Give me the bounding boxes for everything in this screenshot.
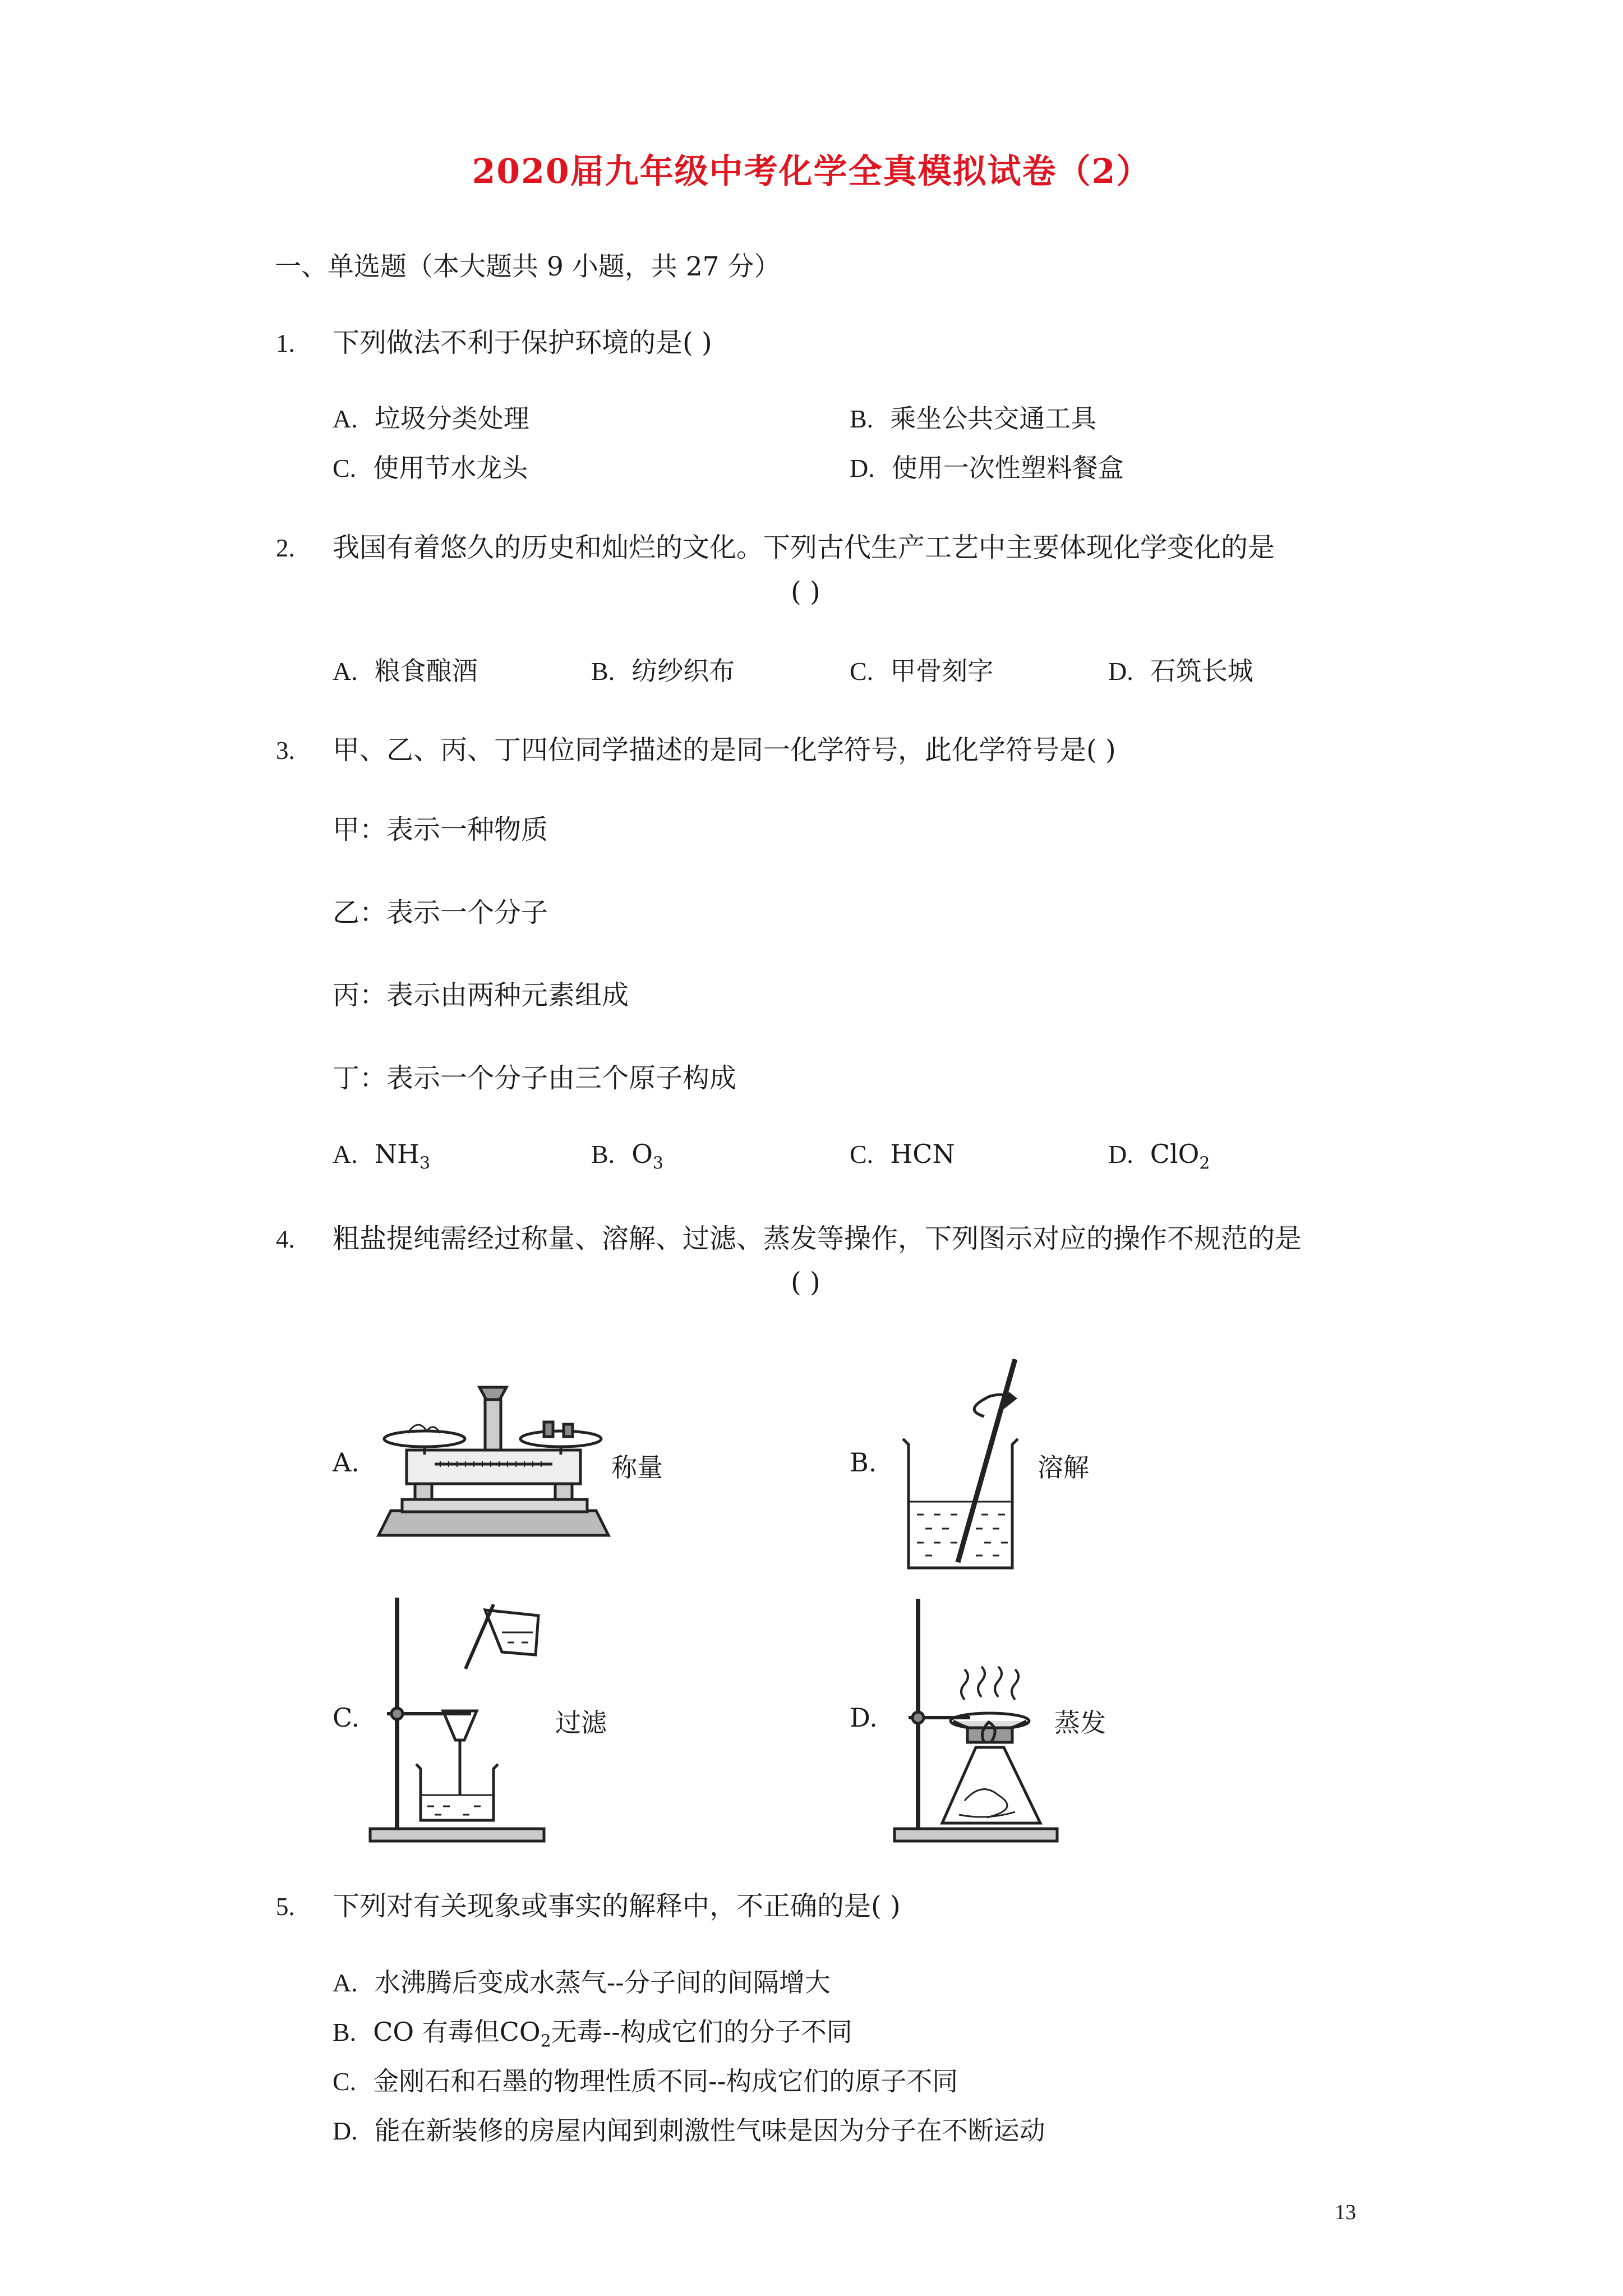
option-c-label: C.: [333, 1703, 360, 1733]
option-a: [333, 651, 478, 688]
option-label: A.: [333, 1140, 358, 1168]
statement-line: 丁：表示一个分子由三个原子构成: [333, 1062, 737, 1094]
question-number: 5.: [276, 1893, 295, 1921]
question-number: 4.: [276, 1225, 295, 1253]
option-text: 粮食酿酒: [374, 656, 478, 686]
option-label: C.: [850, 657, 874, 685]
question-number: 2.: [276, 534, 295, 562]
option-b: [591, 651, 735, 688]
formula-subscript: 2: [540, 2031, 551, 2051]
option-a-caption: 称量: [611, 1452, 663, 1483]
formula: HCN: [890, 1139, 955, 1169]
question-number: 3.: [276, 737, 295, 765]
option-text: 乘坐公共交通工具: [890, 403, 1097, 434]
filtration-setup-icon: [365, 1593, 561, 1846]
option-c: [333, 448, 528, 485]
option-c: [850, 651, 993, 688]
formula-subscript: 3: [652, 1153, 663, 1174]
formula-subscript: 3: [419, 1153, 431, 1174]
option-label: D.: [850, 454, 875, 482]
option-label: C.: [333, 2067, 357, 2096]
evaporation-setup-icon: [892, 1593, 1066, 1846]
question-text: 粗盐提纯需经过称量、溶解、过滤、蒸发等操作，下列图示对应的操作不规范的是: [333, 1223, 1302, 1254]
option-label: B.: [591, 1140, 615, 1168]
option-b: [850, 398, 1096, 435]
question-text: 下列做法不利于保护环境的是( ): [333, 327, 712, 358]
formula: NH: [374, 1139, 420, 1169]
option-label: A.: [333, 1968, 358, 1997]
section-heading: 一、单选题（本大题共 9 小题，共 27 分）: [275, 251, 781, 282]
option-label: D.: [1108, 1140, 1133, 1168]
option-d-caption: 蒸发: [1054, 1708, 1106, 1738]
option-label: D.: [1108, 657, 1133, 685]
option-text: 纺纱织布: [631, 656, 735, 686]
question-text: 下列对有关现象或事实的解释中，不正确的是( ): [333, 1890, 901, 1922]
option-a: [333, 1962, 831, 1999]
question-number: 1.: [276, 329, 295, 357]
option-text: 使用节水龙头: [373, 453, 528, 483]
beaker-stirring-icon: [892, 1355, 1032, 1579]
answer-blank: ( ): [791, 1267, 820, 1298]
option-text: 甲骨刻字: [890, 656, 994, 686]
option-a-label: A.: [333, 1447, 359, 1478]
statement-line: 甲：表示一种物质: [333, 814, 548, 845]
option-label: B.: [333, 2018, 357, 2046]
answer-blank: ( ): [791, 576, 820, 608]
statement-line: 乙：表示一个分子: [333, 897, 548, 928]
option-c: [850, 1139, 955, 1169]
option-label: B.: [591, 657, 615, 685]
option-d: [1108, 651, 1253, 688]
option-text: 金刚石和石墨的物理性质不同--构成它们的原子不同: [373, 2066, 958, 2096]
question-text: 甲、乙、丙、丁四位同学描述的是同一化学符号，此化学符号是( ): [333, 734, 1116, 766]
option-label: C.: [850, 1140, 874, 1168]
option-label: D.: [333, 2116, 358, 2145]
option-label: C.: [333, 454, 357, 482]
option-c-caption: 过滤: [555, 1708, 607, 1738]
statement-line: 丙：表示由两种元素组成: [333, 979, 629, 1011]
option-text: CO 有毒但CO: [373, 2017, 541, 2047]
option-d: [1108, 1139, 1210, 1173]
option-text: 无毒--构成它们的分子不同: [551, 2017, 852, 2047]
formula: ClO: [1150, 1139, 1200, 1169]
balance-scale-icon: [373, 1377, 614, 1545]
option-a: [333, 1139, 430, 1173]
option-label: A.: [333, 404, 358, 433]
option-label: A.: [333, 657, 358, 685]
option-text: 石筑长城: [1150, 656, 1253, 686]
option-c: [333, 2061, 958, 2098]
option-b: [591, 1139, 663, 1173]
option-a: [333, 398, 529, 435]
option-b-caption: 溶解: [1038, 1452, 1089, 1483]
option-text: 水沸腾后变成水蒸气--分子间的间隔增大: [374, 1967, 831, 1998]
option-text: 使用一次性塑料餐盒: [891, 453, 1124, 483]
page-title: 2020届九年级中考化学全真模拟试卷（2）: [472, 152, 1151, 191]
option-d-label: D.: [850, 1703, 878, 1733]
formula-subscript: 2: [1199, 1153, 1210, 1174]
page-number: 13: [1335, 2201, 1356, 2224]
option-text: 能在新装修的房屋内闻到刺激性气味是因为分子在不断运动: [374, 2115, 1045, 2146]
option-label: B.: [850, 404, 874, 433]
question-text: 我国有着悠久的历史和灿烂的文化。下列古代生产工艺中主要体现化学变化的是: [333, 532, 1275, 563]
formula: O: [631, 1139, 653, 1169]
option-d: [333, 2110, 1045, 2147]
option-b: [333, 2012, 852, 2051]
option-b-label: B.: [850, 1447, 877, 1478]
option-text: 垃圾分类处理: [374, 403, 529, 434]
option-d: [850, 448, 1124, 485]
